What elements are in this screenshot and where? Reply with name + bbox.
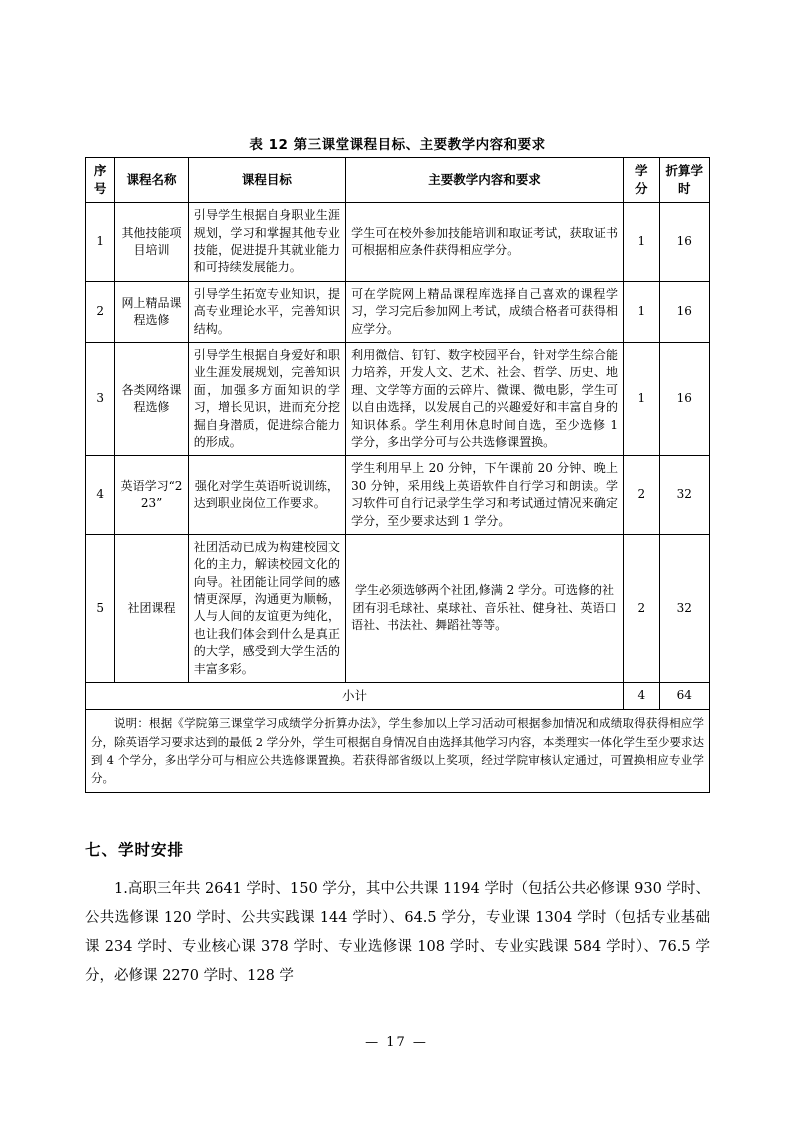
cell-num: 2 [86,281,115,342]
subtotal-label: 小计 [86,683,624,710]
cell-hours: 32 [659,456,709,535]
note-row [86,710,710,793]
cell-name: 英语学习“223” [115,456,188,535]
cell-num: 5 [86,534,115,682]
cell-goal: 强化对学生英语听说训练，达到职业岗位工作要求。 [188,456,345,535]
table-note-text: 说明：根据《学院第三课堂学习成绩学分折算办法》，学生参加以上学习活动可根据参加情况和成绩取得获得相应学分，除英语学习要求达到的最低 2 学分外，学生可根据自身情况自由选择其他学习内容，本类理实一体化学生至少要求达到 4 个学分，多出学分可与相应公共选修课置换。若获得部省级以上奖项，经过学院审核认定通过，可置换相应专业学分。 [91,716,704,786]
header-hours: 折算学时 [659,158,709,203]
table-row [86,342,710,455]
cell-name: 各类网络课程选修 [115,342,188,455]
table-note [86,710,710,793]
cell-num: 1 [86,203,115,282]
cell-hours: 32 [659,534,709,682]
cell-credit: 1 [623,203,659,282]
cell-name: 社团课程 [115,534,188,682]
table-row [86,281,710,342]
cell-content: 学生可在校外参加技能培训和取证考试，获取证书可根据相应条件获得相应学分。 [346,203,624,282]
table-row [86,456,710,535]
third-classroom-table [85,157,710,793]
table-caption: 表 12 第三课堂课程目标、主要教学内容和要求 [249,137,546,153]
cell-credit: 1 [623,342,659,455]
cell-hours: 16 [659,281,709,342]
cell-name: 其他技能项目培训 [115,203,188,282]
page-number: — 17 — [365,1035,428,1050]
subtotal-credit: 4 [623,683,659,710]
header-num: 序号 [86,158,115,203]
header-credit: 学分 [623,158,659,203]
cell-content: 可在学院网上精品课程库选择自己喜欢的课程学习，学习完后参加网上考试，成绩合格者可获得相应学分。 [346,281,624,342]
header-goal: 课程目标 [188,158,345,203]
cell-credit: 2 [623,534,659,682]
subtotal-hours: 64 [659,683,709,710]
cell-num: 4 [86,456,115,535]
cell-hours: 16 [659,203,709,282]
cell-credit: 2 [623,456,659,535]
cell-content: 学生必须选够两个社团,修满 2 学分。可选修的社团有羽毛球社、桌球社、音乐社、健身社、英语口语社、书法社、舞蹈社等等。 [346,534,624,682]
header-content: 主要教学内容和要求 [346,158,624,203]
cell-goal: 社团活动已成为构建校园文化的主力，解读校园文化的向导。社团能让同学间的感情更深厚，沟通更为顺畅，人与人间的友谊更为纯化，也让我们体会到什么是真正的大学，感受到大学生活的丰富多彩。 [188,534,345,682]
table-row [86,534,710,682]
cell-credit: 1 [623,281,659,342]
cell-goal: 引导学生拓宽专业知识，提高专业理论水平，完善知识结构。 [188,281,345,342]
cell-content: 学生利用早上 20 分钟，下午课前 20 分钟、晚上 30 分钟，采用线上英语软件自行学习和朗读。学习软件可自行记录学生学习和考试通过情况来确定学分，至少要求达到 1 学分。 [346,456,624,535]
cell-goal: 引导学生根据自身爱好和职业生涯发展规划，完善知识面，加强多方面知识的学习，增长见识，进而充分挖掘自身潜质，促进综合能力的形成。 [188,342,345,455]
section-heading: 七、学时安排 [85,841,185,859]
header-name: 课程名称 [115,158,188,203]
cell-hours: 16 [659,342,709,455]
cell-content: 利用微信、钉钉、数字校园平台，针对学生综合能力培养，开发人文、艺术、社会、哲学、历史、地理、文学等方面的云碎片、微课、微电影，学生可以自由选择，以发展自己的兴趣爱好和丰富自身的知识体系。学生利用休息时间自选，至少选修 1 学分，多出学分可与公共选修课置换。 [346,342,624,455]
table-row [86,203,710,282]
cell-goal: 引导学生根据自身职业生涯规划，学习和掌握其他专业技能，促进提升其就业能力和可持续发展能力。 [188,203,345,282]
cell-name: 网上精品课程选修 [115,281,188,342]
body-paragraph: 1.高职三年共 2641 学时、150 学分，其中公共课 1194 学时（包括公共必修课 930 学时、公共选修课 120 学时、公共实践课 144 学时）、64.5 学分，专业课 1304 学时（包括专业基础课 234 学时、专业核心课 378 学时、专业选修课 108 学时、专业实践课 584 学时）、76.5 学分，必修课 2270 学时、128 学 [85,881,710,984]
subtotal-row [86,683,710,710]
table-header-row [86,158,710,203]
cell-num: 3 [86,342,115,455]
